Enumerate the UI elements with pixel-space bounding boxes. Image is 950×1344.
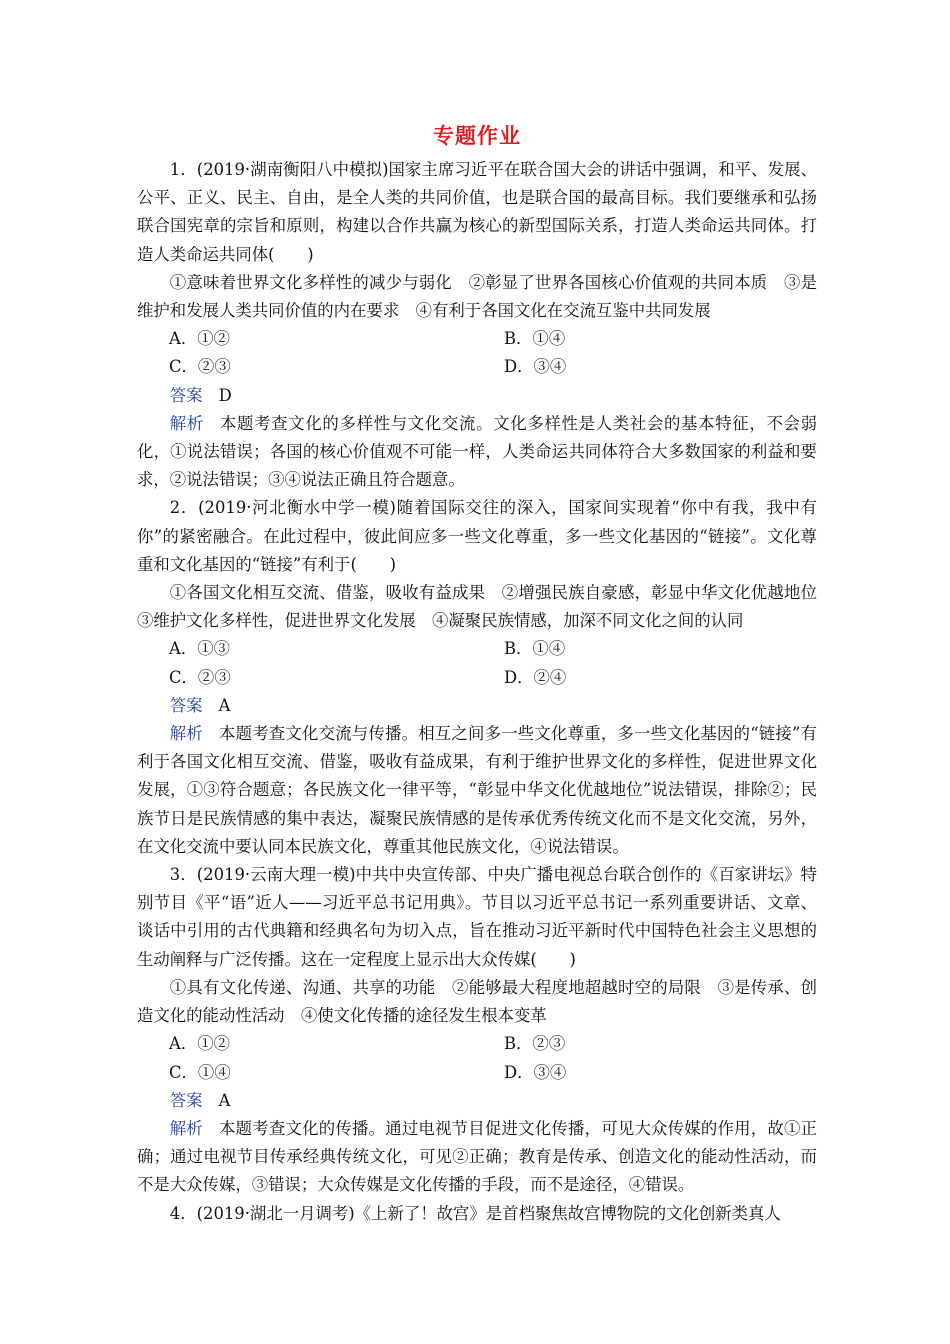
analysis: [137, 410, 817, 495]
answer-value: A: [218, 695, 231, 715]
choice-c: C．②③: [169, 357, 231, 377]
answer-value: A: [218, 1090, 231, 1110]
choice-b: B．②③: [504, 1034, 566, 1054]
analysis: [137, 1115, 817, 1200]
answer-value: D: [218, 385, 232, 405]
answer-line: [137, 692, 817, 720]
analysis-label: 解析: [169, 724, 203, 744]
question-4: [137, 1200, 817, 1228]
choice-a: A．①②: [169, 1034, 231, 1054]
question-2: [137, 494, 834, 861]
analysis-label: 解析: [169, 413, 204, 433]
question-options: ①各国文化相互交流、借鉴，吸收有益成果 ②增强民族自豪感，彰显中华文化优越地位 ③维护文化多样性，促进世界文化发展 ④凝聚民族情感，加深不同文化之间的认同: [137, 583, 834, 631]
choice-d: D．③④: [504, 1062, 567, 1082]
choice-d: D．②④: [504, 667, 567, 687]
question-options: ①意味着世界文化多样性的减少与弱化 ②彰显了世界各国核心价值观的共同本质 ③是维护和发展人类共同价值的内在要求 ④有利于各国文化在交流互鉴中共同发展: [137, 272, 817, 321]
choice-a: A．①③: [169, 639, 231, 659]
analysis-text: 本题考查文化的多样性与文化交流。文化多样性是人类社会的基本特征，不会弱化，①说法错误；各国的核心价值观不可能一样，人类命运共同体符合大多数国家的利益和要求，②说法错误；③④说法正确且符合题意。: [137, 413, 817, 490]
question-1: [137, 156, 817, 494]
analysis-text: 本题考查文化的传播。通过电视节目促进文化传播，可见大众传媒的作用，故①正确；通过电视节目传承经典传统文化，可见②正确；教育是传承、创造文化的能动性活动，而不是大众传媒，③错误；大众传媒是文化传播的手段，而不是途径，④错误。: [137, 1118, 817, 1195]
analysis-text: 本题考查文化交流与传播。相互之间多一些文化尊重，多一些文化基因的“链接”有利于各国文化相互交流、借鉴，吸收有益成果，有利于维护世界文化的多样性，促进世界文化发展，①③符合题意；各民族文化一律平等，“彰显中华文化优越地位”说法错误，排除②；民族节日是民族情感的集中表达，凝聚民族情感的是传承优秀传统文化而不是文化交流，另外，在文化交流中要认同本民族文化，尊重其他民族文化，④说法错误。: [137, 724, 817, 856]
answer-label: 答案: [169, 385, 203, 405]
question-stem: 1．(2019·湖南衡阳八中模拟)国家主席习近平在联合国大会的讲话中强调，和平、发展、公平、正义、民主、自由，是全人类的共同价值，也是联合国的最高目标。我们要继承和弘扬联合国宪章的宗旨和原则，构建以合作共赢为核心的新型国际关系，打造人类命运共同体。打造人类命运共同体( ): [137, 160, 817, 264]
question-options: ①具有文化传递、沟通、共享的功能 ②能够最大程度地超越时空的局限 ③是传承、创造文化的能动性活动 ④使文化传播的途径发生根本变革: [137, 977, 817, 1026]
analysis-label: 解析: [169, 1118, 204, 1138]
analysis: [137, 720, 817, 861]
choice-a: A．①②: [169, 329, 231, 349]
answer-line: [137, 1087, 817, 1115]
choice-c: C．①④: [169, 1062, 231, 1082]
choice-grid: [137, 635, 817, 691]
document-page: [137, 116, 834, 1228]
question-stem: 2．(2019·河北衡水中学一模)随着国际交往的深入，国家间实现着“你中有我，我中有你”的紧密融合。在此过程中，彼此间应多一些文化尊重，多一些文化基因的“链接”。文化尊重和文化基因的“链接”有利于( ): [137, 498, 817, 574]
question-3: [137, 861, 817, 1199]
answer-label: 答案: [169, 695, 203, 715]
choice-grid: [137, 325, 817, 381]
answer-label: 答案: [169, 1090, 203, 1110]
choice-c: C．②③: [169, 667, 231, 687]
choice-d: D．③④: [504, 357, 567, 377]
choice-b: B．①④: [504, 329, 566, 349]
page-title: 专题作业: [433, 124, 521, 148]
question-stem: 4．(2019·湖北一月调考)《上新了！故宫》是首档聚焦故宫博物院的文化创新类真人: [169, 1203, 781, 1223]
question-stem: 3．(2019·云南大理一模)中共中央宣传部、中央广播电视总台联合创作的《百家讲坛》特别节目《平“语”近人——习近平总书记用典》。节目以习近平总书记一系列重要讲话、文章、谈话中引用的古代典籍和经典名句为切入点，旨在推动习近平新时代中国特色社会主义思想的生动阐释与广泛传播。这在一定程度上显示出大众传媒( ): [137, 865, 817, 969]
choice-b: B．①④: [504, 639, 566, 659]
choice-grid: [137, 1030, 817, 1086]
answer-line: [137, 382, 817, 410]
